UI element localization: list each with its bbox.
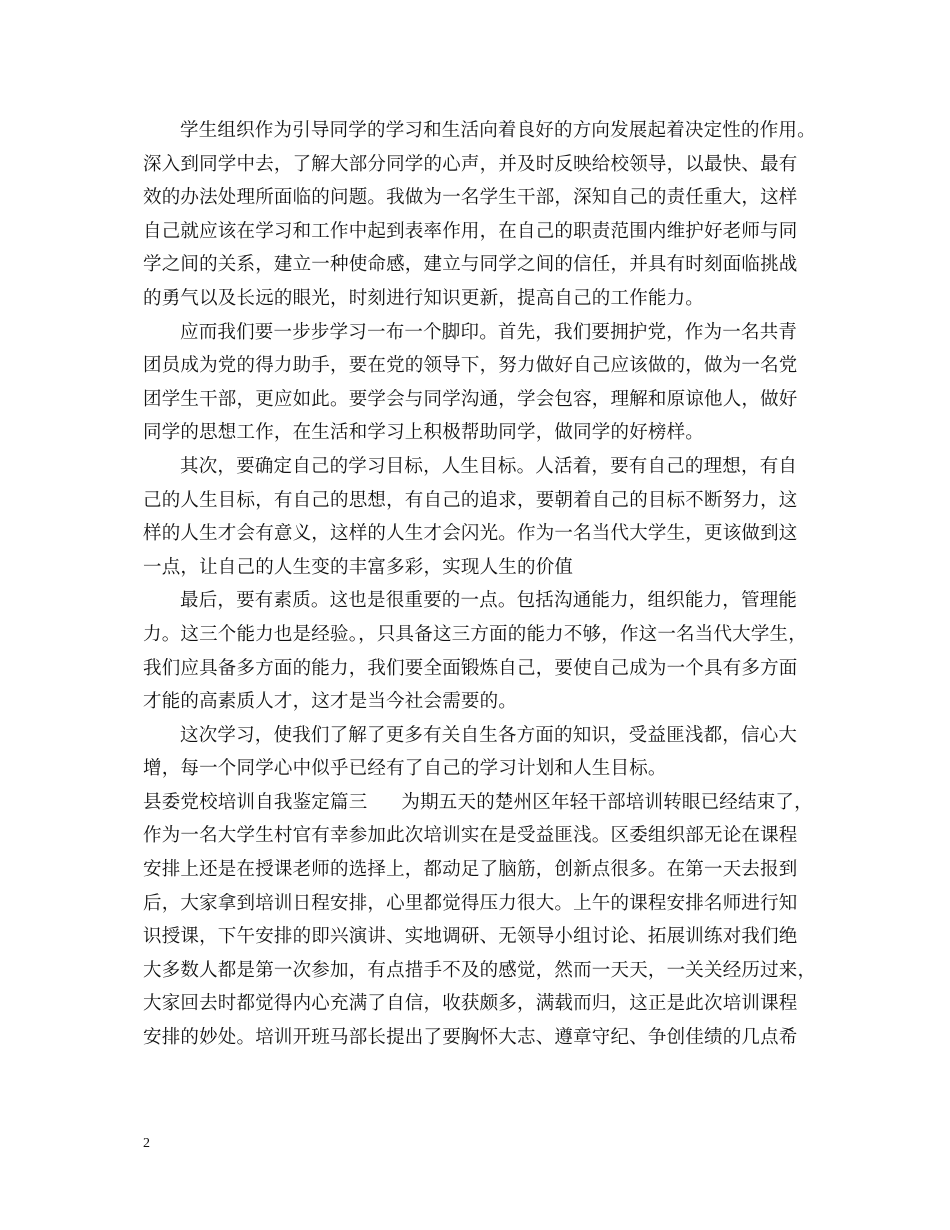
paragraph-line: 己的人生目标，有自己的思想，有自己的追求，要朝着自己的目标不断努力，这 bbox=[143, 489, 798, 511]
section-heading: 县委党校培训自我鉴定篇三 bbox=[143, 791, 368, 813]
paragraph-line: 深入到同学中去，了解大部分同学的心声，并及时反映给校领导，以最快、最有 bbox=[143, 153, 798, 175]
paragraph-line: 才能的高素质人才，这才是当今社会需要的。 bbox=[143, 691, 518, 713]
paragraph-line: 样的人生才会有意义，这样的人生才会闪光。作为一名当代大学生，更该做到这 bbox=[143, 523, 798, 545]
paragraph-line: 团员成为党的得力助手，要在党的领导下，努力做好自己应该做的，做为一名党 bbox=[143, 355, 798, 377]
section-heading-line bbox=[143, 786, 823, 820]
paragraph-line: 后，大家拿到培训日程安排，心里都觉得压力很大。上午的课程安排名师进行知 bbox=[143, 892, 798, 914]
paragraph-line: 的勇气以及长远的眼光，时刻进行知识更新，提高自己的工作能力。 bbox=[143, 287, 705, 309]
page-number: 2 bbox=[143, 1136, 150, 1151]
paragraph-line: 安排的妙处。培训开班马部长提出了要胸怀大志、遵章守纪、争创佳绩的几点希 bbox=[143, 1027, 798, 1049]
paragraph-line: 识授课，下午安排的即兴演讲、实地调研、无领导小组讨论、拓展训练对我们绝 bbox=[143, 926, 798, 948]
paragraph-line: 应而我们要一步步学习一布一个脚印。首先，我们要拥护党，作为一名共青 bbox=[180, 321, 798, 343]
paragraph-line: 一点，让自己的人生变的丰富多彩，实现人生的价值 bbox=[143, 556, 574, 578]
paragraph-line: 大多数人都是第一次参加，有点措手不及的感觉，然而一天天，一关关经历过来， bbox=[143, 959, 817, 981]
paragraph-line: 安排上还是在授课老师的选择上，都动足了脑筋，创新点很多。在第一天去报到 bbox=[143, 859, 798, 881]
paragraph-line: 力。这三个能力也是经验。，只具备这三方面的能力不够，作这一名当代大学生， bbox=[143, 623, 807, 645]
paragraph-line: 我们应具备多方面的能力，我们要全面锻炼自己，要使自己成为一个具有多方面 bbox=[143, 657, 798, 679]
paragraph-line: 学之间的关系，建立一种使命感，建立与同学之间的信任，并具有时刻面临挑战 bbox=[143, 254, 798, 276]
paragraph-line: 自己就应该在学习和工作中起到表率作用，在自己的职责范围内维护好老师与同 bbox=[143, 220, 798, 242]
paragraph-line: 团学生干部，更应如此。要学会与同学沟通，学会包容，理解和原谅他人，做好 bbox=[143, 388, 798, 410]
paragraph-line: 增，每一个同学心中似乎已经有了自己的学习计划和人生目标。 bbox=[143, 758, 667, 780]
document-body bbox=[143, 114, 823, 1055]
paragraph-line: 其次，要确定自己的学习目标，人生目标。人活着，要有自己的理想，有自 bbox=[180, 455, 798, 477]
paragraph-line: 大家回去时都觉得内心充满了自信，收获颇多，满载而归，这正是此次培训课程 bbox=[143, 993, 798, 1015]
paragraph-line: 学生组织作为引导同学的学习和生活向着良好的方向发展起着决定性的作用。 bbox=[180, 120, 816, 141]
paragraph-line: 最后，要有素质。这也是很重要的一点。包括沟通能力，组织能力，管理能 bbox=[180, 590, 798, 612]
paragraph-line: 这次学习，使我们了解了更多有关自生各方面的知识，受益匪浅都，信心大 bbox=[180, 724, 798, 746]
paragraph-line: 同学的思想工作，在生活和学习上积极帮助同学，做同学的好榜样。 bbox=[143, 422, 705, 444]
paragraph-line: 作为一名大学生村官有幸参加此次培训实在是受益匪浅。区委组织部无论在课程 bbox=[143, 825, 798, 847]
paragraph-line: 为期五天的楚州区年轻干部培训转眼已经结束了， bbox=[401, 791, 813, 813]
paragraph-line: 效的办法处理所面临的问题。我做为一名学生干部，深知自己的责任重大，这样 bbox=[143, 187, 798, 209]
